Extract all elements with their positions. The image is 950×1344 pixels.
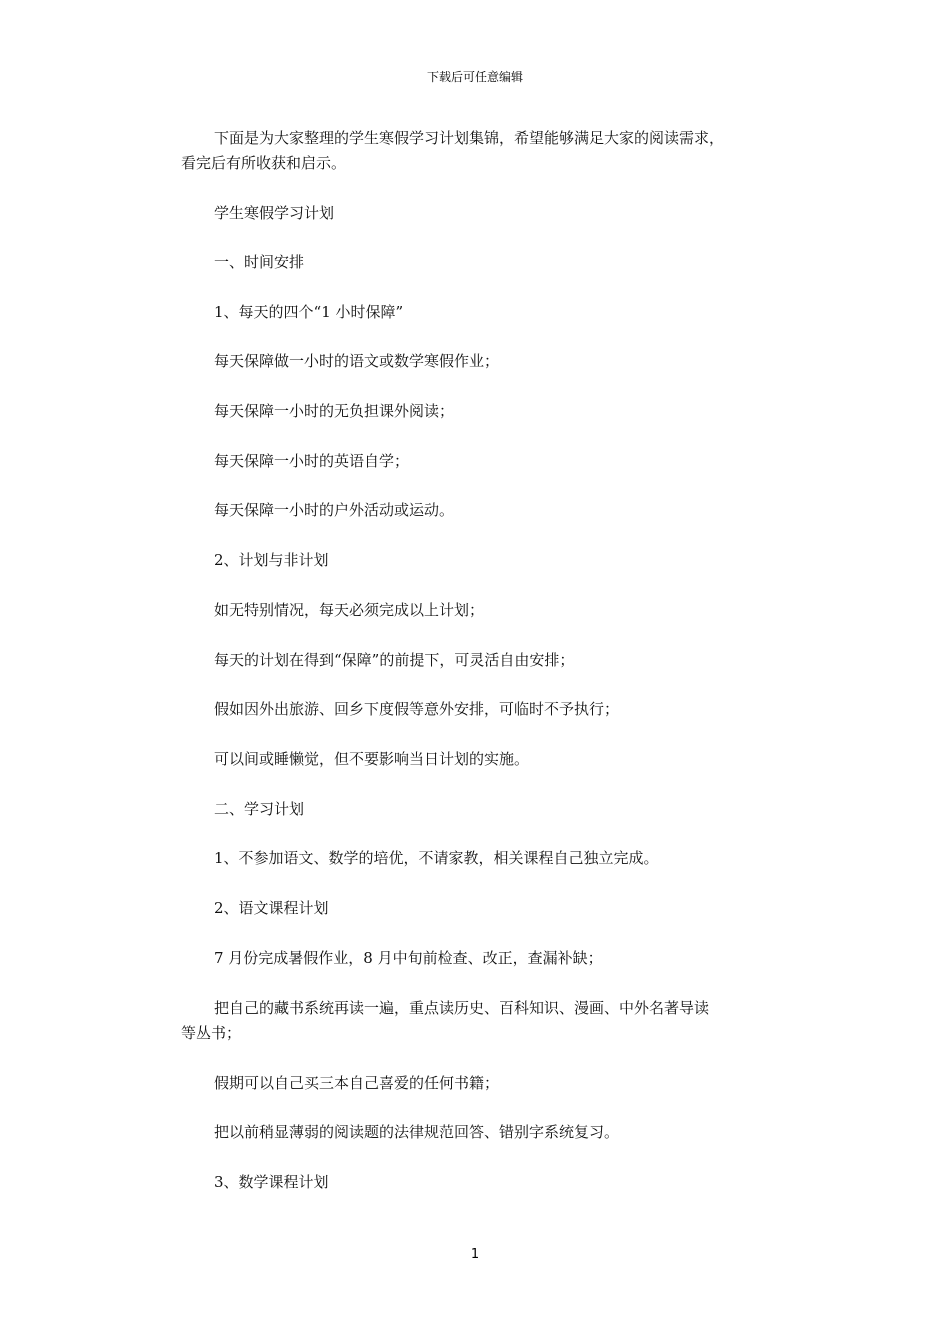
subheading-chinese: 2、语文课程计划 [214,899,329,917]
list-item-line-1: 把自己的藏书系统再读一遍，重点读历史、百科知识、漫画、中外名著导读 [214,999,710,1017]
list-item: 假期可以自己买三本自己喜爱的任何书籍； [214,1074,500,1092]
list-item: 可以间或睡懒觉，但不要影响当日计划的实施。 [214,750,530,768]
list-item: 每天保障一小时的户外活动或运动。 [214,501,455,519]
page-number: 1 [470,1247,480,1262]
subheading-plan: 2、计划与非计划 [214,551,329,569]
section-heading-study: 二、学习计划 [214,800,305,818]
list-item: 每天保障做一小时的语文或数学寒假作业； [214,352,500,370]
list-item: 假如因外出旅游、回乡下度假等意外安排，可临时不予执行； [214,700,620,718]
list-item: 1、不参加语文、数学的培优，不请家教，相关课程自己独立完成。 [214,849,659,867]
section-heading-time: 一、时间安排 [214,253,305,271]
subheading-math: 3、数学课程计划 [214,1173,329,1191]
page-header: 下载后可任意编辑 [426,70,523,84]
list-item: 每天的计划在得到“保障”的前提下，可灵活自由安排； [214,651,575,669]
list-item: 每天保障一小时的英语自学； [214,452,410,470]
list-item: 7 月份完成暑假作业，8 月中旬前检查、改正，查漏补缺； [214,949,603,967]
intro-paragraph-line-1: 下面是为大家整理的学生寒假学习计划集锦，希望能够满足大家的阅读需求， [214,129,725,147]
list-item-line-2: 等丛书； [181,1024,242,1042]
list-item: 如无特别情况，每天必须完成以上计划； [214,601,485,619]
list-item: 每天保障一小时的无负担课外阅读； [214,402,455,420]
intro-paragraph-line-2: 看完后有所收获和启示。 [181,154,347,172]
subheading-four-hours: 1、每天的四个“1 小时保障” [214,303,404,321]
document-title: 学生寒假学习计划 [214,204,335,222]
list-item: 把以前稍显薄弱的阅读题的法律规范回答、错别字系统复习。 [214,1123,620,1141]
